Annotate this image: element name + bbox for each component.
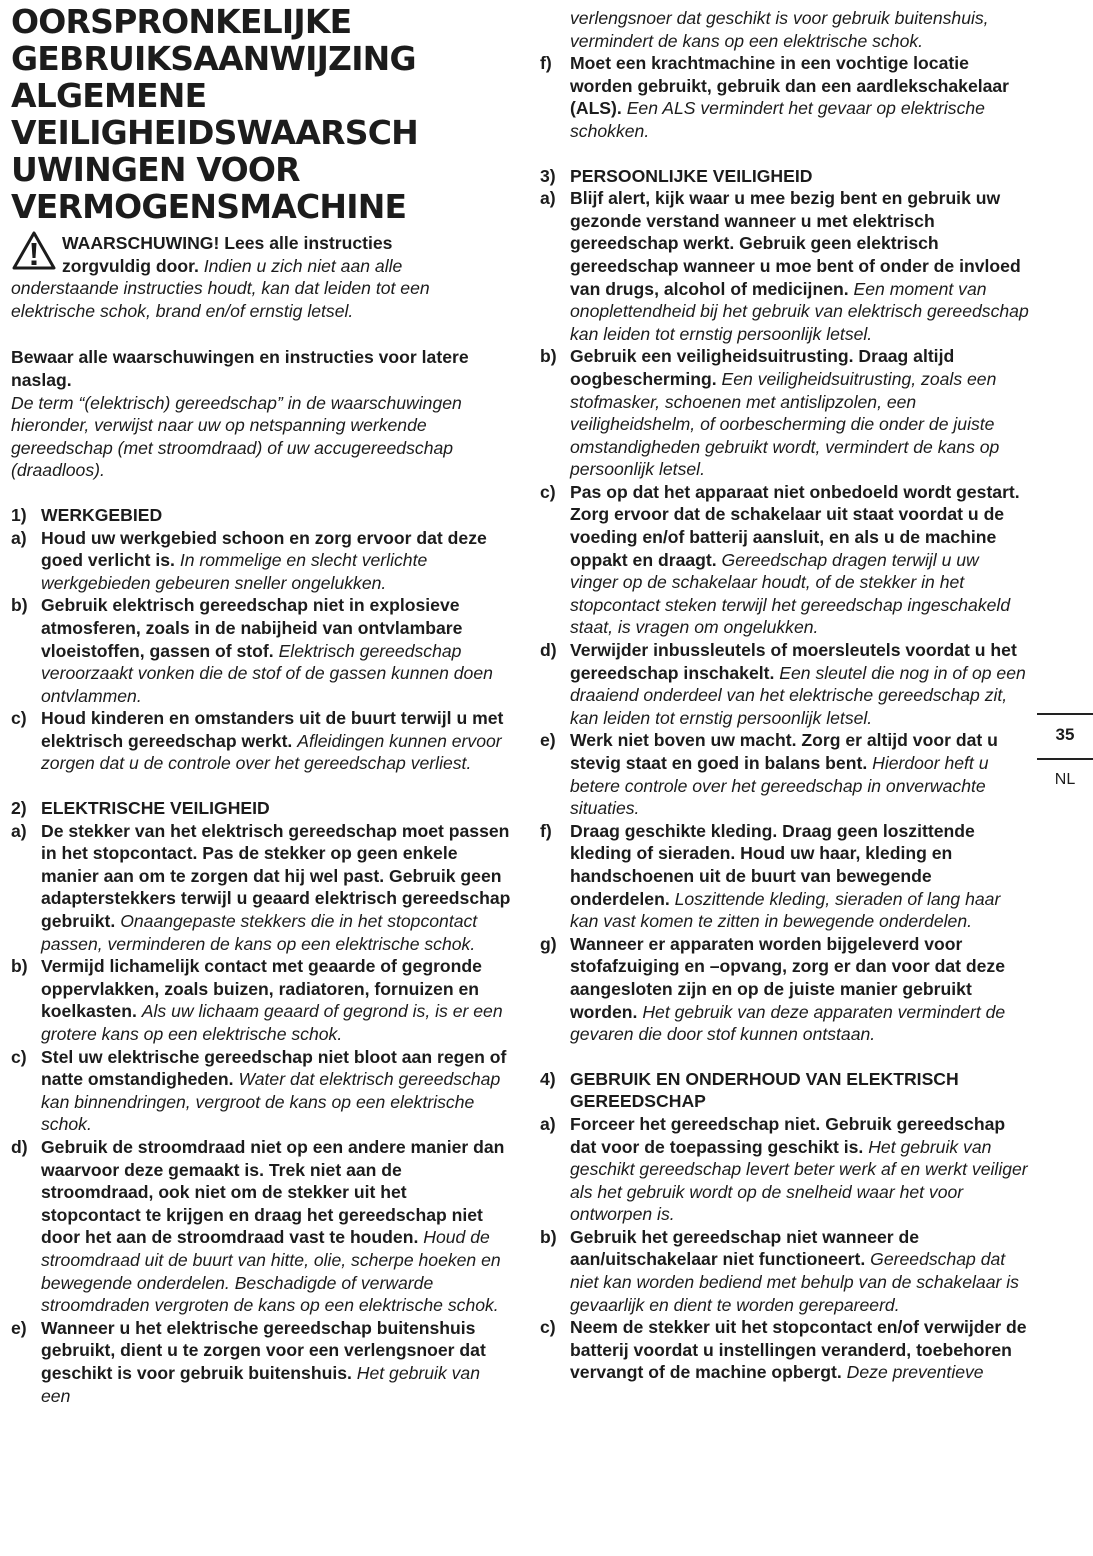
warning-heading-cont: zorgvuldig door. [62, 255, 199, 276]
title-line: VERMOGENSMACHINE [11, 187, 407, 226]
section-heading: 3) PERSOONLIJKE VEILIGHEID [540, 165, 813, 186]
section-heading: 1) WERKGEBIED [11, 504, 163, 525]
title-line: OORSPRONKELIJKE [11, 2, 352, 41]
list-item: g) Wanneer er apparaten worden bijgeleverd voor stofafzuiging en –opvang, zorg er dan voor dat deze aangesloten zijn en op de juiste manier gebruikt worden. Het gebruik van deze apparaten vermindert de gevaren die door stof kunnen ontstaan. [540, 933, 1006, 1045]
list-item: a) De stekker van het elektrisch gereedschap moet passen in het stopcontact. Pas de stekker op geen enkele manier aan om te zorgen dat hij wel past. Gebruik geen adapterstekkers terwijl u geaard elektrisch gereedschap gebruikt. Onaangepaste stekkers die in het stopcontact passen, verminderen de kans op een elektrische schok. [11, 820, 511, 954]
list-item: b) Gebruik een veiligheidsuitrusting. Draag altijd oogbescherming. Een veiligheidsuitrusting, zoals een stofmasker, schoenen met antislipzolen, een veiligheidshelm, of oorbescherming die onder de juiste omstandigheden gebruikt wordt, vermindert de kans op persoonlijk letsel. [540, 346, 1000, 480]
list-item: c) Pas op dat het apparaat niet onbedoeld wordt gestart. Zorg ervoor dat de schakelaar uit staat voordat u de voeding en/of batterij aansluit, en als u de machine oppakt en draagt. Gereedschap dragen terwijl u uw vinger op de schakelaar houdt, of de stekker in het stopcontact steken terwijl het gereedschap ingeschakeld staat, is vragen om ongelukken. [540, 481, 1020, 638]
page-tab-rule-top [1037, 713, 1093, 715]
language-code: NL [1054, 771, 1076, 788]
continuation-text: verlengsnoer dat geschikt is voor gebruik buitenshuis, vermindert de kans op een elektrische schok. [570, 8, 989, 51]
list-item: b) Gebruik het gereedschap niet wanneer de aan/uitschakelaar niet functioneert. Gereedschap dat niet kan worden bediend met behulp van de schakelaar is gevaarlijk en dient te worden gerepareerd. [540, 1226, 1019, 1315]
title-line: GEBRUIKSAANWIJZING [11, 39, 416, 78]
right-column [540, 7, 1030, 1384]
list-item: e) Wanneer u het elektrische gereedschap buitenshuis gebruikt, dient u te zorgen voor een verlengsnoer dat geschikt is voor gebruik buitenshuis. Het gebruik van een [11, 1317, 486, 1406]
warning-text: Indien u zich niet aan alle onderstaande instructies houdt, kan dat leiden tot een elektrische schok, brand en/of ernstig letsel. [11, 255, 430, 321]
list-item: c) Neem de stekker uit het stopcontact en/of verwijder de batterij voordat u instellingen veranderd, toebehoren vervangt of de machine opbergt. Deze preventieve [540, 1317, 1027, 1383]
list-item: f) Moet een krachtmachine in een vochtige locatie worden gebruikt, gebruik dan een aardlekschakelaar (ALS). Een ALS vermindert het gevaar op elektrische schokken. [540, 53, 1010, 141]
list-item: c) Houd kinderen en omstanders uit de buurt terwijl u met elektrisch gereedschap werkt. Afleidingen kunnen ervoor zorgen dat u de controle over het gereedschap verliest. [11, 708, 504, 774]
list-item: b) Gebruik elektrisch gereedschap niet in explosieve atmosferen, zoals in de nabijheid van ontvlambare vloeistoffen, gassen of stof. Elektrisch gereedschap veroorzaakt vonken die de stof of de gassen kunnen doen ontvlammen. [11, 595, 493, 706]
list-item: a) Forceer het gereedschap niet. Gebruik gereedschap dat voor de toepassing geschikt is. Het gebruik van geschikt gereedschap levert beter werk af en werkt veiliger als het gebruik wordt op de snelheid waar het voor ontworpen is. [540, 1113, 1028, 1225]
page-number: 35 [1055, 725, 1075, 744]
list-item: a) Houd uw werkgebied schoon en zorg ervoor dat deze goed verlicht is. In rommelige en slecht verlichte werkgebieden gebeuren sneller ongelukken. [11, 527, 487, 593]
left-column [11, 0, 511, 1407]
keep-heading: Bewaar alle waarschuwingen en instructies voor latere naslag. [11, 347, 469, 390]
keep-instructions [11, 346, 511, 482]
list-item: d) Gebruik de stroomdraad niet op een andere manier dan waarvoor deze gemaakt is. Trek niet aan de stroomdraad, ook niet om de stekker uit het stopcontact te krijgen en draag het gereedschap niet door het aan de stroomdraad vast te houden. Houd de stroomdraad uit de buurt van hitte, olie, scherpe hoeken en bewegende onderdelen. Beschadigde of verwarde stroomdraden vergroten de kans op een elektrische schok. [11, 1136, 505, 1316]
section-heading: 2) ELEKTRISCHE VEILIGHEID [11, 798, 270, 819]
warning-triangle-icon [11, 230, 57, 272]
list-item: c) Stel uw elektrische gereedschap niet bloot aan regen of natte omstandigheden. Water dat elektrisch gereedschap kan binnendringen, vergroot de kans op een elektrische schok. [11, 1046, 507, 1135]
title-line: VEILIGHEIDSWAARSCH [11, 113, 418, 152]
title-line: ALGEMENE [11, 76, 207, 115]
keep-text: De term “(elektrisch) gereedschap” in de waarschuwingen hieronder, verwijst naar uw op netspanning werkende gereedschap (met stroomdraad) of uw accugereedschap (draadloos). [11, 392, 462, 481]
section-heading: 4) GEBRUIK EN ONDERHOUD VAN ELEKTRISCH GEREEDSCHAP [540, 1068, 959, 1112]
list-item: f) Draag geschikte kleding. Draag geen loszittende kleding of sieraden. Houd uw haar, kleding en handschoenen uit de buurt van bewegende onderdelen. Loszittende kleding, sieraden of lang haar kan vast komen te zitten in bewegende onderdelen. [540, 820, 1001, 932]
warning-block [11, 232, 511, 322]
warning-heading: WAARSCHUWING! Lees alle instructies [62, 233, 393, 253]
list-item: d) Verwijder inbussleutels of moersleutels voordat u het gereedschap inschakelt. Een sleutel die nog in of op een draaiend onderdeel van het elektrische gereedschap zit, kan leiden tot ernstig persoonlijk letsel. [540, 640, 1026, 728]
page-tab-rule-bottom [1037, 758, 1093, 760]
title-line: UWINGEN VOOR [11, 150, 300, 189]
list-item: a) Blijf alert, kijk waar u mee bezig bent en gebruik uw gezonde verstand wanneer u met elektrisch gereedschap werkt. Gebruik geen elektrisch gereedschap wanneer u moe bent of onder de invloed van drugs, alcohol of medicijnen. Een moment van onoplettendheid bij het gebruik van elektrisch gereedschap kan leiden tot ernstig persoonlijk letsel. [540, 188, 1029, 344]
list-item: e) Werk niet boven uw macht. Zorg er altijd voor dat u stevig staat en goed in balans bent. Hierdoor heft u betere controle over het gereedschap in onverwachte situaties. [540, 730, 998, 819]
page-title [11, 3, 511, 225]
list-item: b) Vermijd lichamelijk contact met geaarde of gegronde oppervlakken, zoals buizen, radiatoren, fornuizen en koelkasten. Als uw lichaam geaard of gegrond is, is er een grotere kans op een elektrische schok. [11, 956, 503, 1044]
